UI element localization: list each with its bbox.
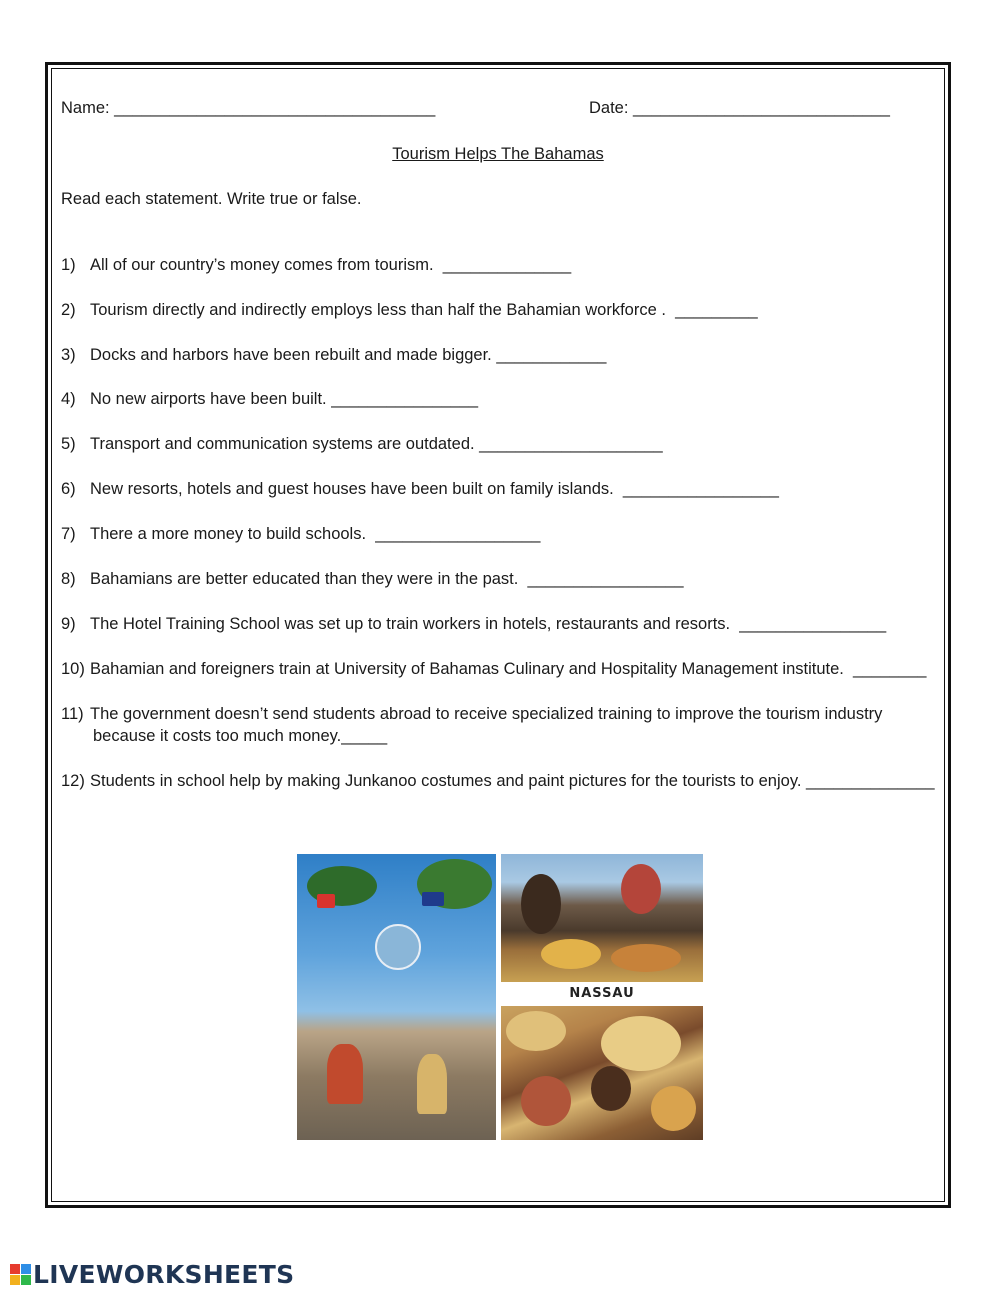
question-number: 7) xyxy=(61,525,76,543)
question-text: Bahamians are better educated than they were in the past. _________________ xyxy=(90,570,684,588)
question-text: Tourism directly and indirectly employs less than half the Bahamian workforce . _________ xyxy=(90,301,758,319)
question-1 xyxy=(61,254,571,276)
question-9 xyxy=(61,613,886,635)
question-number: 5) xyxy=(61,435,76,453)
question-number: 6) xyxy=(61,480,76,498)
worksheet-title: Tourism Helps The Bahamas xyxy=(392,145,604,163)
logo-text: LIVEWORKSHEETS xyxy=(33,1259,295,1289)
question-4 xyxy=(61,388,478,410)
palm-street-photo xyxy=(297,854,496,1140)
question-number: 3) xyxy=(61,346,76,364)
straw-market-photo xyxy=(501,1006,703,1140)
question-text: The Hotel Training School was set up to train workers in hotels, restaurants and resorts. ________________ xyxy=(90,615,887,633)
question-11 xyxy=(61,703,882,747)
question-text: Docks and harbors have been rebuilt and made bigger. ____________ xyxy=(90,346,607,364)
question-number: 10) xyxy=(61,660,85,678)
photo-caption: NASSAU xyxy=(501,982,703,1006)
question-3 xyxy=(61,344,606,366)
question-6 xyxy=(61,478,779,500)
question-number: 9) xyxy=(61,615,76,633)
liveworksheets-logo[interactable] xyxy=(10,1259,294,1289)
logo-block xyxy=(21,1275,31,1285)
nassau-postcard-image xyxy=(297,854,703,1140)
question-text: All of our country’s money comes from tourism. ______________ xyxy=(90,256,572,274)
worksheet-border xyxy=(45,62,951,1208)
market-vendors-photo xyxy=(501,854,703,982)
date-line: Date: ____________________________ xyxy=(589,99,890,117)
question-number: 11) xyxy=(61,705,84,723)
name-line: Name: ___________________________________ xyxy=(61,99,436,117)
question-number: 4) xyxy=(61,390,76,408)
question-8 xyxy=(61,568,684,590)
question-number: 12) xyxy=(61,772,85,790)
question-text: New resorts, hotels and guest houses have been built on family islands. _________________ xyxy=(90,480,779,498)
question-10 xyxy=(61,658,926,680)
question-number: 8) xyxy=(61,570,76,588)
question-text: The government doesn’t send students abroad to receive specialized training to improve the tourism industry xyxy=(90,705,883,723)
logo-icon xyxy=(10,1264,31,1285)
question-12 xyxy=(61,770,935,792)
question-text: Students in school help by making Junkanoo costumes and paint pictures for the tourists to enjoy. ______________ xyxy=(90,772,935,790)
question-number: 1) xyxy=(61,256,76,274)
logo-block xyxy=(10,1264,20,1274)
logo-block xyxy=(21,1264,31,1274)
question-text: Transport and communication systems are outdated. ____________________ xyxy=(90,435,663,453)
question-text-continued: because it costs too much money._____ xyxy=(93,727,388,745)
question-7 xyxy=(61,523,540,545)
question-2 xyxy=(61,299,758,321)
worksheet-inner-border xyxy=(51,68,945,1202)
question-number: 2) xyxy=(61,301,76,319)
question-5 xyxy=(61,433,663,455)
question-text: No new airports have been built. ________________ xyxy=(90,390,479,408)
question-text: There a more money to build schools. __________________ xyxy=(90,525,541,543)
instructions: Read each statement. Write true or false. xyxy=(61,190,362,208)
question-text: Bahamian and foreigners train at University of Bahamas Culinary and Hospitality Management institute. ________ xyxy=(90,660,927,678)
logo-block xyxy=(10,1275,20,1285)
